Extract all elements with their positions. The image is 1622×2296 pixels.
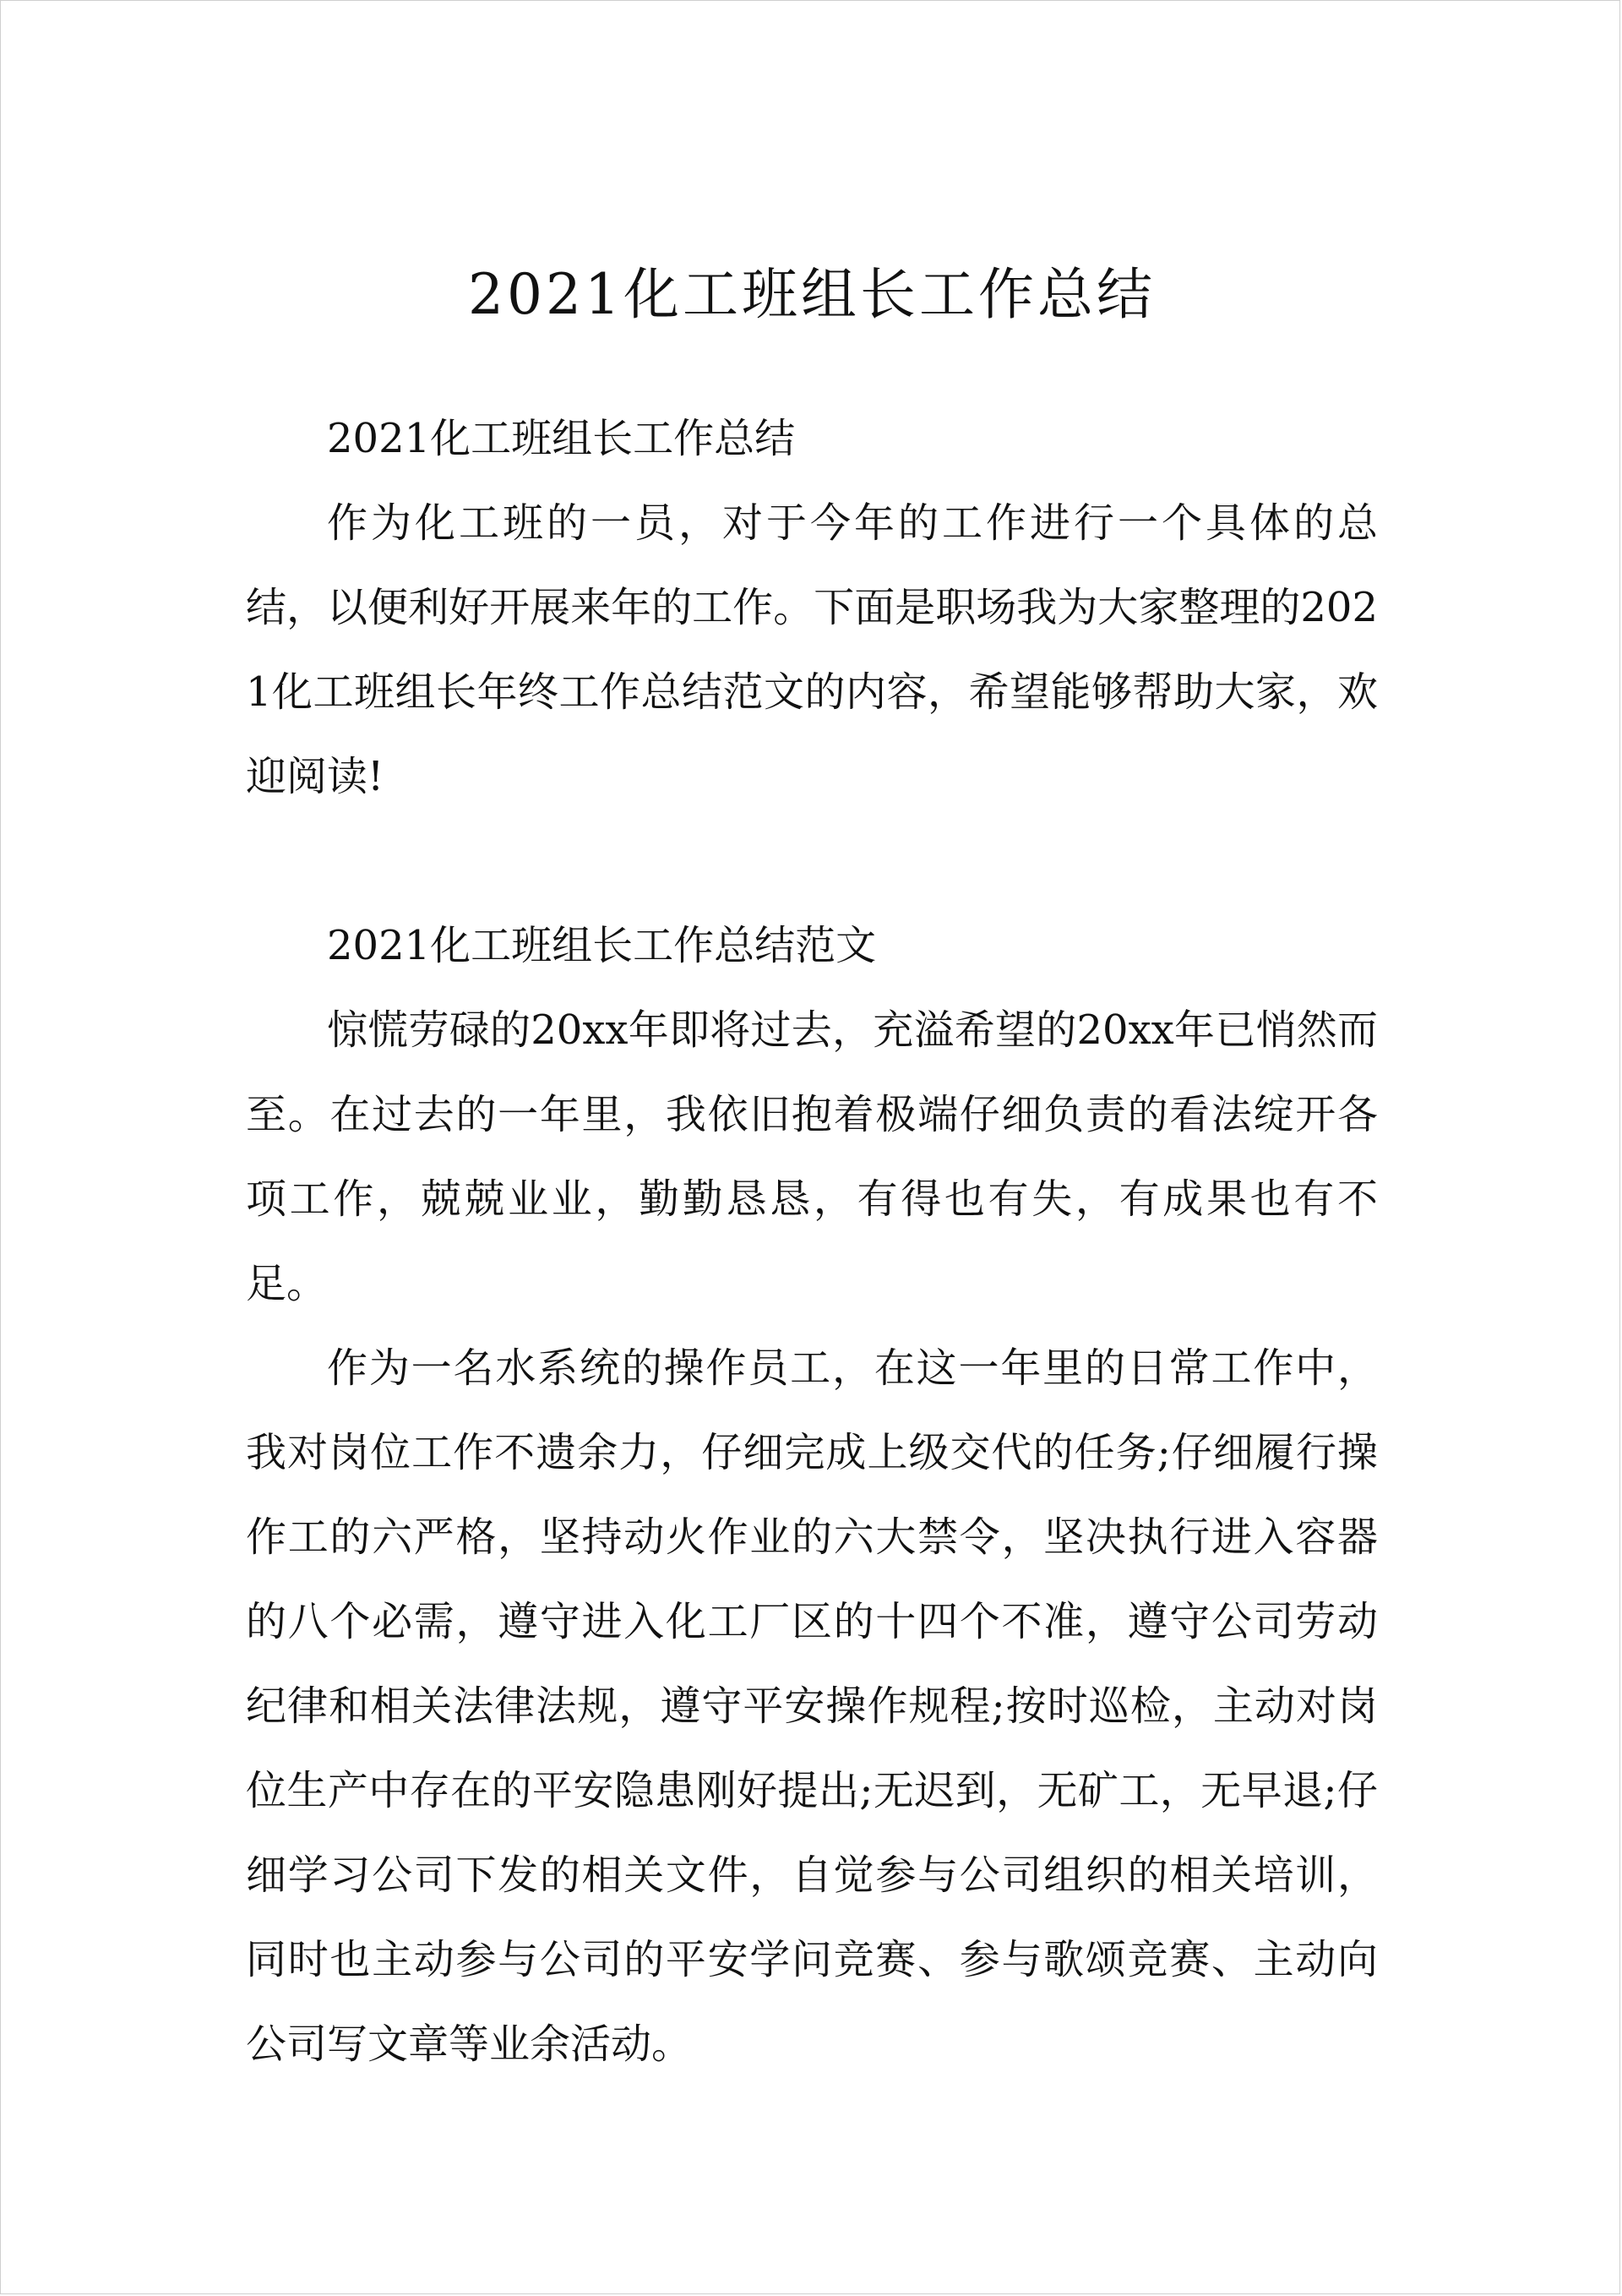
- intro-paragraph: 作为化工班的一员，对于今年的工作进行一个具体的总结，以便利好开展来年的工作。下面是职场我为大家整理的2021化工班组长年终工作总结范文的内容，希望能够帮助大家，欢迎阅读!: [246, 499, 1378, 800]
- document-body: [246, 244, 1378, 2086]
- document-title: 2021化工班组长工作总结: [468, 262, 1156, 327]
- subtitle-paragraph: 2021化工班组长工作总结: [327, 415, 796, 462]
- blank-line: [246, 819, 1378, 903]
- body-paragraph-1: 惊慌劳碌的20xx年即将过去，充溢希望的20xx年已悄然而至。在过去的一年里，我依旧抱着极端仔细负责的看法绽开各项工作，兢兢业业，勤勤恳恳，有得也有失，有成果也有不足。: [246, 1006, 1378, 1307]
- section-heading-paragraph: 2021化工班组长工作总结范文: [327, 922, 877, 969]
- body-paragraph-2: 作为一名水系统的操作员工，在这一年里的日常工作中，我对岗位工作不遗余力，仔细完成上级交代的任务;仔细履行操作工的六严格，坚持动火作业的六大禁令，坚决执行进入容器的八个必需，遵守进入化工厂区的十四个不准，遵守公司劳动纪律和相关法律法规，遵守平安操作规程;按时巡检，主动对岗位生产中存在的平安隐患刚好提出;无迟到，无矿工，无早退;仔细学习公司下发的相关文件，自觉参与公司组织的相关培训，同时也主动参与公司的平安学问竞赛、参与歌颂竞赛、主动向公司写文章等业余活动。: [246, 1344, 1378, 2068]
